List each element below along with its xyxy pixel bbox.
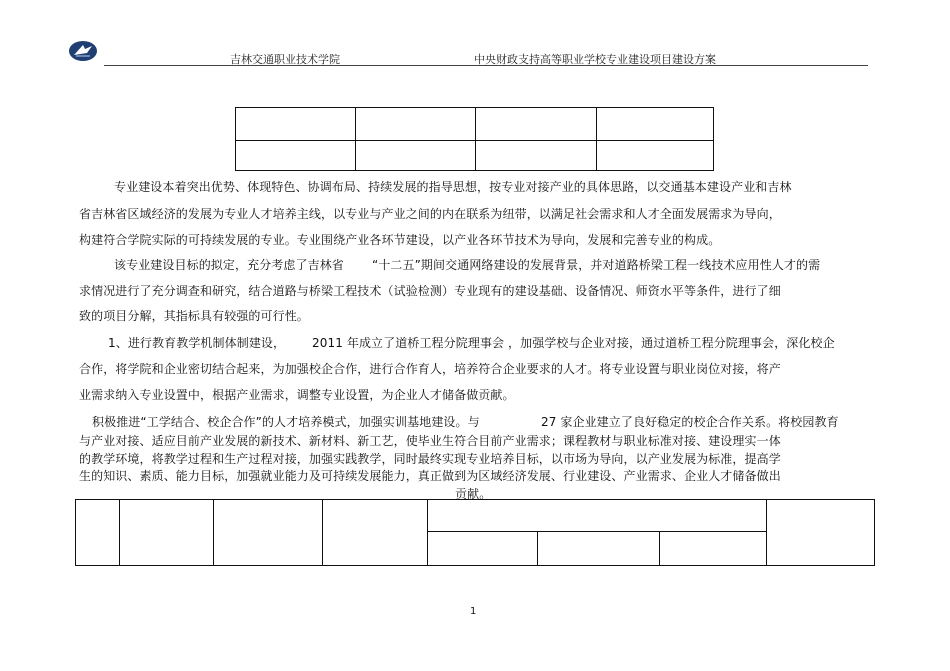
bottom-empty-table <box>75 499 875 566</box>
table-cell <box>597 108 714 141</box>
header-college-name: 吉林交通职业技术学院 <box>230 53 340 66</box>
paragraph-line: 省吉林省区域经济的发展为专业人才培养主线，以专业与产业之间的内在联系为纽带，以满足社会需求和人才全面发展需求为导向， <box>79 207 781 221</box>
table-cell <box>213 500 323 566</box>
paragraph-line: 专业建设本着突出优势、体现特色、协调布局、持续发展的指导思想，按专业对接产业的具体思路，以交通基本建设产业和吉林 <box>114 180 792 194</box>
table-cell <box>476 108 597 141</box>
paragraph-line: ，加强学校与企业对接，通过道桥工程分院理事会，深化校企 <box>508 336 835 350</box>
paragraph-line: 27 家企业建立了良好稳定的校企合作关系。将校园教育 <box>541 415 839 429</box>
table-cell <box>323 500 428 566</box>
paragraph-line: 该专业建设目标的拟定，充分考虑了吉林省 <box>114 258 344 272</box>
header-document-title: 中央财政支持高等职业学校专业建设项目建设方案 <box>474 53 716 66</box>
table-cell <box>236 108 356 141</box>
paragraph-line: 1、进行教育教学机制体制建设， <box>108 336 286 350</box>
paragraph-line: 积极推进“工学结合、校企合作”的人才培养模式，加强实训基地建设。与 <box>92 415 480 429</box>
paragraph-line: 贡献。 <box>455 487 492 501</box>
table-cell <box>659 532 767 566</box>
table-cell <box>236 141 356 171</box>
table-cell <box>597 141 714 171</box>
page-number: 1 <box>470 606 477 617</box>
college-logo-icon <box>68 40 98 62</box>
paragraph-line: 生的知识、素质、能力目标，加强就业能力及可持续发展能力，真正做到为区域经济发展、行业建设、产业需求、企业人才储备做出 <box>79 469 781 483</box>
paragraph-line: 合作，将学院和企业密切结合起来，为加强校企合作，进行合作育人，培养符合企业要求的人才。将专业设置与职业岗位对接，将产 <box>79 362 781 376</box>
top-empty-table <box>235 107 714 171</box>
paragraph-line: 业需求纳入专业设置中，根据产业需求，调整专业设置，为企业人才储备做贡献。 <box>79 388 515 402</box>
table-cell <box>537 532 659 566</box>
table-cell <box>428 532 538 566</box>
paragraph-line: 构建符合学院实际的可持续发展的专业。专业围绕产业各环节建设，以产业各环节技术为导向，发展和完善专业的构成。 <box>79 233 721 247</box>
paragraph-line: 求情况进行了充分调查和研究，结合道路与桥梁工程技术（试验检测）专业现有的建设基础、设备情况、师资水平等条件，进行了细 <box>79 284 781 298</box>
table-cell <box>356 108 476 141</box>
table-cell <box>356 141 476 171</box>
paragraph-line: 致的项目分解，其指标具有较强的可行性。 <box>79 309 309 323</box>
table-cell <box>767 500 875 566</box>
paragraph-line: 与产业对接、适应目前产业发展的新技术、新材料、新工艺，使毕业生符合目前产业需求；课程教材与职业标准对接、建设理实一体 <box>79 434 781 448</box>
table-cell <box>428 500 767 532</box>
table-cell <box>76 500 120 566</box>
paragraph-line: 的教学环境，将教学过程和生产过程对接，加强实践教学，同时最终实现专业培养目标，以市场为导向，以产业发展为标准，提高学 <box>79 452 781 466</box>
paragraph-line: 2011 年成立了道桥工程分院理事会 <box>312 336 505 350</box>
table-cell <box>476 141 597 171</box>
paragraph-line: “十二五”期间交通网络建设的发展背景，并对道路桥梁工程一线技术应用性人才的需 <box>372 258 821 272</box>
table-cell <box>119 500 213 566</box>
header-rule <box>104 65 868 66</box>
